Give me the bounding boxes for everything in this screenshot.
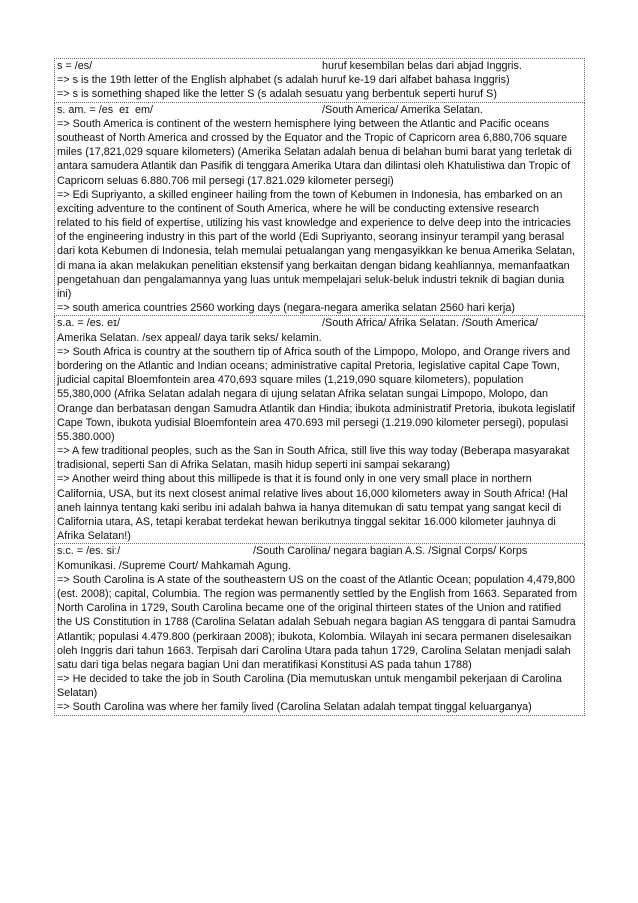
example-line: North Carolina in 1729, South Carolina became one of the original thirteen states of the Union and ratified [57,602,562,615]
example-line: 55,380,000 (Afrika Selatan adalah negara di ujung selatan Afrika selatan sungai Limpopo, Molopo, dan [57,388,548,401]
example-line: => South America is continent of the western hemisphere lying between the Atlantic and Pacific oceans [57,117,550,130]
entry-headword: s.c. = /es. siː/ [57,545,121,558]
example-line: 55.380.000) [57,430,115,443]
entry-header-line [57,103,583,117]
dictionary-entry [54,316,585,544]
entry-header-line [57,544,583,558]
entry-definition: /South Carolina/ negara bagian A.S. /Signal Corps/ Korps [253,545,528,558]
example-line: => Edi Supriyanto, a skilled engineer hailing from the town of Kebumen in Indonesia, has embarked on an [57,188,563,201]
entry-definition: huruf kesembilan belas dari abjad Inggris. [322,60,522,72]
example-line: judicial capital Bloemfontein area 470,693 square miles (1,219,090 square kilometers), population [57,374,524,387]
example-line: Cape Town, ibukota yudisial Bloemfontein area 470.693 mil persegi (1.219.090 kilometer persegi), populasi [57,416,569,429]
example-line: antara samudera Atlantik dan Pasifik di tenggara Amerika Utara dan dilintasi oleh Khatulistiwa dan Tropic of [57,160,571,173]
dictionary-entry [54,58,585,103]
example-line: Atlantik; populasi 4.479.800 (perkiraan 2008); ibukota, Kolombia. Wilayah ini secara permanen diselesaikan [57,630,572,643]
dictionary-entry [54,544,585,715]
entry-definition: /South America/ Amerika Selatan. [322,103,483,116]
example-line: the US Constitution in 1788 (Carolina Selatan adalah Sebuah negara bagian AS tenggara di pantai Samudra [57,616,576,629]
example-line: bordering on the Atlantic and Indian oceans; administrative capital Pretoria, legislative capital Cape Town, [57,359,560,372]
example-line: => s is something shaped like the letter S (s adalah sesuatu yang berbentuk seperti huruf S) [57,88,497,101]
example-sentence [57,73,583,87]
example-line: => s is the 19th letter of the English alphabet (s adalah huruf ke-19 dari alfabet bahasa Inggris) [57,74,510,87]
example-line: => Another weird thing about this millipede is that it is found only in one very small place in northern [57,473,532,486]
example-sentence [57,188,583,302]
example-line: => South Africa is country at the southern tip of Africa south of the Limpopo, Molopo, and Orange rivers and [57,345,571,358]
example-line: Afrika Selatan!) [57,530,131,543]
example-sentence [57,444,583,472]
entry-definition: /South Africa/ Afrika Selatan. /South America/ [322,317,539,330]
example-line: California utara, AS, tetapi kerabat terdekat hewan berikutnya tinggal sekitar 16.000 kilometer jauhnya di [57,516,556,528]
example-line: => A few traditional peoples, such as the San in South Africa, still live this way today (Beberapa masyarakat [57,445,570,458]
example-sentence [57,117,583,188]
entry-headword: s.a. = /es. eɪ/ [57,317,120,330]
example-sentence [57,87,583,101]
example-line: Selatan) [57,687,98,700]
example-line: pengetahuan dan pengalamannya yang luas untuk mempelajari seluk-beluk industri teknik di bagian dunia [57,273,565,286]
example-line: dari kota Kebumen di Indonesia, telah memulai petualangan yang mengasyikkan ke benua Amerika Selatan, [57,245,575,258]
example-line: California, USA, but its next closest animal relative lives about 16,000 kilometers away in South Africa! (Hal [57,487,568,500]
example-line: southeast of North America and crossed by the Equator and the Tropic of Capricorn area 6,880,706 square [57,131,568,144]
example-line: ini) [57,288,72,300]
example-line: exciting adventure to the continent of South America, where he will be conducting extensive research [57,202,539,215]
example-line: Orange dan berbatasan dengan Samudra Atlantik dan Hindia; ibukota administratif Pretoria, ibukota legislatif [57,402,575,415]
entry-header-line [57,59,583,73]
example-line: satu dari tiga belas negara bagian Uni dan meratifikasi Konstitusi AS pada tahun 1788) [57,658,472,671]
entry-headword: s = /es/ [57,60,93,72]
entry-definition-continued: Amerika Selatan. /sex appeal/ daya tarik seks/ kelamin. [57,331,322,344]
example-line: of the engineering industry in this part of the world (Edi Supriyanto, seorang insinyur terampil yang berasal [57,231,565,244]
example-sentence [57,573,583,672]
example-line: Capricorn seluas 6.880.706 mil persegi (17.821.029 kilometer persegi) [57,174,394,187]
example-line: di mana ia akan melakukan penelitian ekstensif yang berkaitan dengan bidang keahliannya, memanfaatkan [57,259,570,272]
example-line: miles (17,821,029 square kilometers) (Amerika Selatan adalah benua di belahan bumi barat yang terletak di [57,146,572,159]
example-line: oleh Inggris dari tahun 1663. Terpisah dari Carolina Utara pada tahun 1729, Carolina Selatan menjadi salah [57,644,571,657]
example-line: => south america countries 2560 working days (negara-negara amerika selatan 2560 hari kerja) [57,302,515,315]
example-line: => South Carolina is A state of the southeastern US on the coast of the Atlantic Ocean; population 4,479,800 [57,573,576,586]
example-sentence [57,345,583,444]
entry-header-line [57,316,583,330]
example-sentence [57,700,583,714]
example-sentence [57,472,583,543]
example-sentence [57,301,583,315]
example-line: tradisional, seperti San di Afrika Selatan, masih hidup seperti ini sampai sekarang) [57,459,451,472]
example-line: => He decided to take the job in South Carolina (Dia memutuskan untuk mengambil pekerjaan di Carolina [57,673,562,686]
dictionary-entry [54,103,585,317]
example-line: (est. 2008); capital, Columbia. The region was permanently settled by the English from 1663. Separated from [57,587,578,600]
entry-headword: s. am. = /es eɪ em/ [57,103,153,116]
example-sentence [57,672,583,700]
dictionary-entries [54,58,585,716]
entry-definition-continued: Komunikasi. /Supreme Court/ Mahkamah Agung. [57,559,292,572]
example-line: related to his field of expertise, utilizing his vast knowledge and experience to delve deep into the intricacies [57,217,571,230]
example-line: => South Carolina was where her family lived (Carolina Selatan adalah tempat tinggal keluarganya) [57,701,532,714]
example-line: aneh lainnya tentang kaki seribu ini adalah bahwa ia hanya ditemukan di satu tempat yang sangat kecil di [57,501,562,514]
